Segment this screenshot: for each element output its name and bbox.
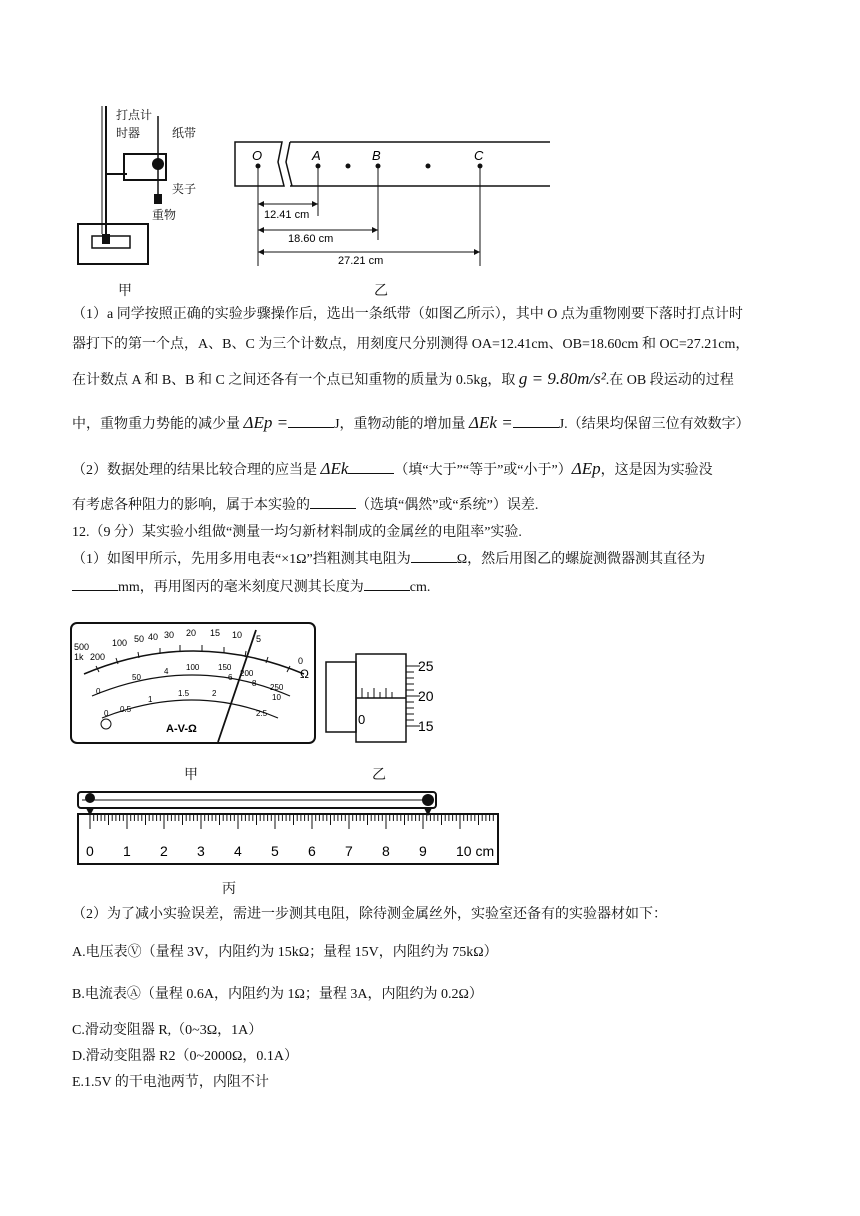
answer-blank-ek[interactable] — [513, 413, 559, 428]
meter-label-100: 100 — [112, 638, 128, 648]
meter-ohm-symbol: Ω — [300, 667, 309, 681]
svg-text:50: 50 — [132, 673, 141, 682]
equipment-a: A.电压表Ⓥ（量程 3V，内阻约为 15kΩ；量程 15V，内阻约为 75kΩ） — [72, 945, 498, 960]
label-clip: 夹子 — [172, 182, 197, 196]
ruler-label: 7 — [345, 843, 353, 859]
svg-text:250: 250 — [270, 683, 284, 692]
figure-multimeter — [68, 620, 318, 746]
equipment-d: D.滑动变阻器 R2（0~2000Ω，0.1A） — [72, 1049, 299, 1064]
distance-ob: 18.60 cm — [288, 233, 334, 245]
ruler-label: 0 — [86, 843, 94, 859]
answer-blank-length[interactable] — [364, 576, 410, 591]
caption-jia-1: 甲 — [118, 282, 132, 298]
answer-blank-ep[interactable] — [288, 413, 334, 428]
ruler-label: 10 cm — [456, 843, 495, 859]
meter-name: A-V-Ω — [166, 723, 197, 735]
ruler-label: 9 — [419, 843, 427, 859]
tape-point-b: B — [372, 148, 381, 163]
label-tape: 纸带 — [172, 126, 197, 140]
tape-point-a: A — [312, 148, 321, 163]
q12-title: 12.（9 分）某实验小组做“测量一均匀新材料制成的金属丝的电阻率”实验. — [72, 525, 522, 540]
svg-text:150: 150 — [218, 663, 232, 672]
equipment-c: C.滑动变阻器 R,（0~3Ω，1A） — [72, 1023, 263, 1038]
micrometer-label-15: 15 — [418, 718, 434, 734]
caption-bing: 丙 — [222, 880, 236, 896]
ruler-label: 1 — [123, 843, 131, 859]
label-weight: 重物 — [152, 208, 177, 222]
q12-part1-line2: mm，再用图丙的毫米刻度尺测其长度为 cm. — [72, 576, 792, 599]
ek-formula: ΔEk = — [469, 413, 513, 432]
answer-blank-compare[interactable] — [348, 459, 394, 474]
micrometer-label-25: 25 — [418, 658, 434, 674]
tape-point-c: C — [474, 148, 484, 163]
q11-part1-line3: 在计数点 A 和 B、B 和 C 之间还各有一个点已知重物的质量为 0.5kg，取 g = 9.80m/s².在 OB 段运动的过程 — [72, 369, 734, 388]
svg-text:0: 0 — [96, 687, 101, 696]
meter-label-5: 5 — [256, 634, 262, 644]
distance-oc: 27.21 cm — [338, 255, 384, 267]
svg-text:2: 2 — [212, 689, 217, 698]
svg-text:1.5: 1.5 — [178, 689, 190, 698]
caption-yi-2: 乙 — [372, 766, 386, 782]
meter-label-20: 20 — [186, 628, 197, 638]
g-formula: g = 9.80m/s² — [518, 369, 606, 388]
answer-blank-diameter[interactable] — [72, 576, 118, 591]
caption-jia-2: 甲 — [184, 766, 198, 782]
svg-text:0.5: 0.5 — [120, 705, 132, 714]
meter-label-1k: 1k — [74, 652, 84, 662]
figure-paper-tape — [230, 136, 555, 271]
svg-text:4: 4 — [164, 667, 169, 676]
q11-part1-line1: （1）a 同学按照正确的实验步骤操作后，选出一条纸带（如图乙所示），其中 O 点为重物刚要下落时打点计时 — [72, 307, 743, 322]
ep-formula: ΔEp = — [243, 413, 289, 432]
meter-label-40: 40 — [148, 632, 159, 642]
meter-label-50: 50 — [134, 634, 145, 644]
svg-text:10: 10 — [272, 693, 281, 702]
ruler-label: 6 — [308, 843, 316, 859]
answer-blank-resistance[interactable] — [411, 548, 457, 563]
distance-oa: 12.41 cm — [264, 209, 310, 221]
q11-part1-line2: 器打下的第一个点，A、B、C 为三个计数点，用刻度尺分别测得 OA=12.41cm、OB=18.60cm 和 OC=27.21cm， — [72, 337, 750, 352]
svg-text:100: 100 — [186, 663, 200, 672]
caption-yi-1: 乙 — [374, 282, 388, 298]
answer-blank-error-type[interactable] — [310, 494, 356, 509]
label-dash-timer: 打点计 — [116, 108, 153, 122]
q12-part1-line1: （1）如图甲所示，先用多用电表“×1Ω”挡粗测其电阻为 Ω，然后用图乙的螺旋测微器测其直径为 — [72, 548, 792, 571]
ruler-label: 8 — [382, 843, 390, 859]
svg-text:2.5: 2.5 — [256, 709, 268, 718]
meter-label-500: 500 — [74, 642, 90, 652]
svg-text:1: 1 — [148, 695, 153, 704]
meter-label-15: 15 — [210, 628, 221, 638]
figure-ruler — [74, 786, 514, 876]
meter-label-30: 30 — [164, 630, 175, 640]
ruler-label: 5 — [271, 843, 279, 859]
equipment-b: B.电流表Ⓐ（量程 0.6A，内阻约为 1Ω；量程 3A，内阻约为 0.2Ω） — [72, 987, 483, 1002]
meter-label-200: 200 — [90, 652, 106, 662]
figure-timer-apparatus — [72, 96, 172, 276]
micrometer-label-20: 20 — [418, 688, 434, 704]
svg-text:0: 0 — [104, 709, 109, 718]
svg-text:8: 8 — [252, 679, 257, 688]
meter-label-10: 10 — [232, 630, 243, 640]
q11-part2-line2: 有考虑各种阻力的影响，属于本实验的 （选填“偶然”或“系统”）误差. — [72, 494, 792, 517]
q12-part2-intro: （2）为了减小实验误差，需进一步测其电阻，除待测金属丝外，实验室还备有的实验器材如下： — [72, 907, 667, 922]
svg-text:200: 200 — [240, 669, 254, 678]
ruler-label: 3 — [197, 843, 205, 859]
q11-part2-line1: （2）数据处理的结果比较合理的应当是 ΔEk （填“大于”“等于”或“小于”）ΔEp，这是因为实验没 — [72, 459, 713, 478]
figure-micrometer — [322, 652, 440, 744]
label-timer: 时器 — [116, 126, 141, 140]
ruler-label: 2 — [160, 843, 168, 859]
meter-label-0: 0 — [298, 656, 304, 666]
micrometer-zero: 0 — [358, 712, 366, 727]
equipment-e: E.1.5V 的干电池两节，内阻不计 — [72, 1075, 269, 1090]
tape-point-o: O — [252, 148, 263, 163]
ruler-label: 4 — [234, 843, 242, 859]
svg-text:6: 6 — [228, 673, 233, 682]
q11-part1-line4: 中，重物重力势能的减少量 ΔEp = J，重物动能的增加量 ΔEk = J.（结果均保留三位有效数字） — [72, 413, 750, 432]
